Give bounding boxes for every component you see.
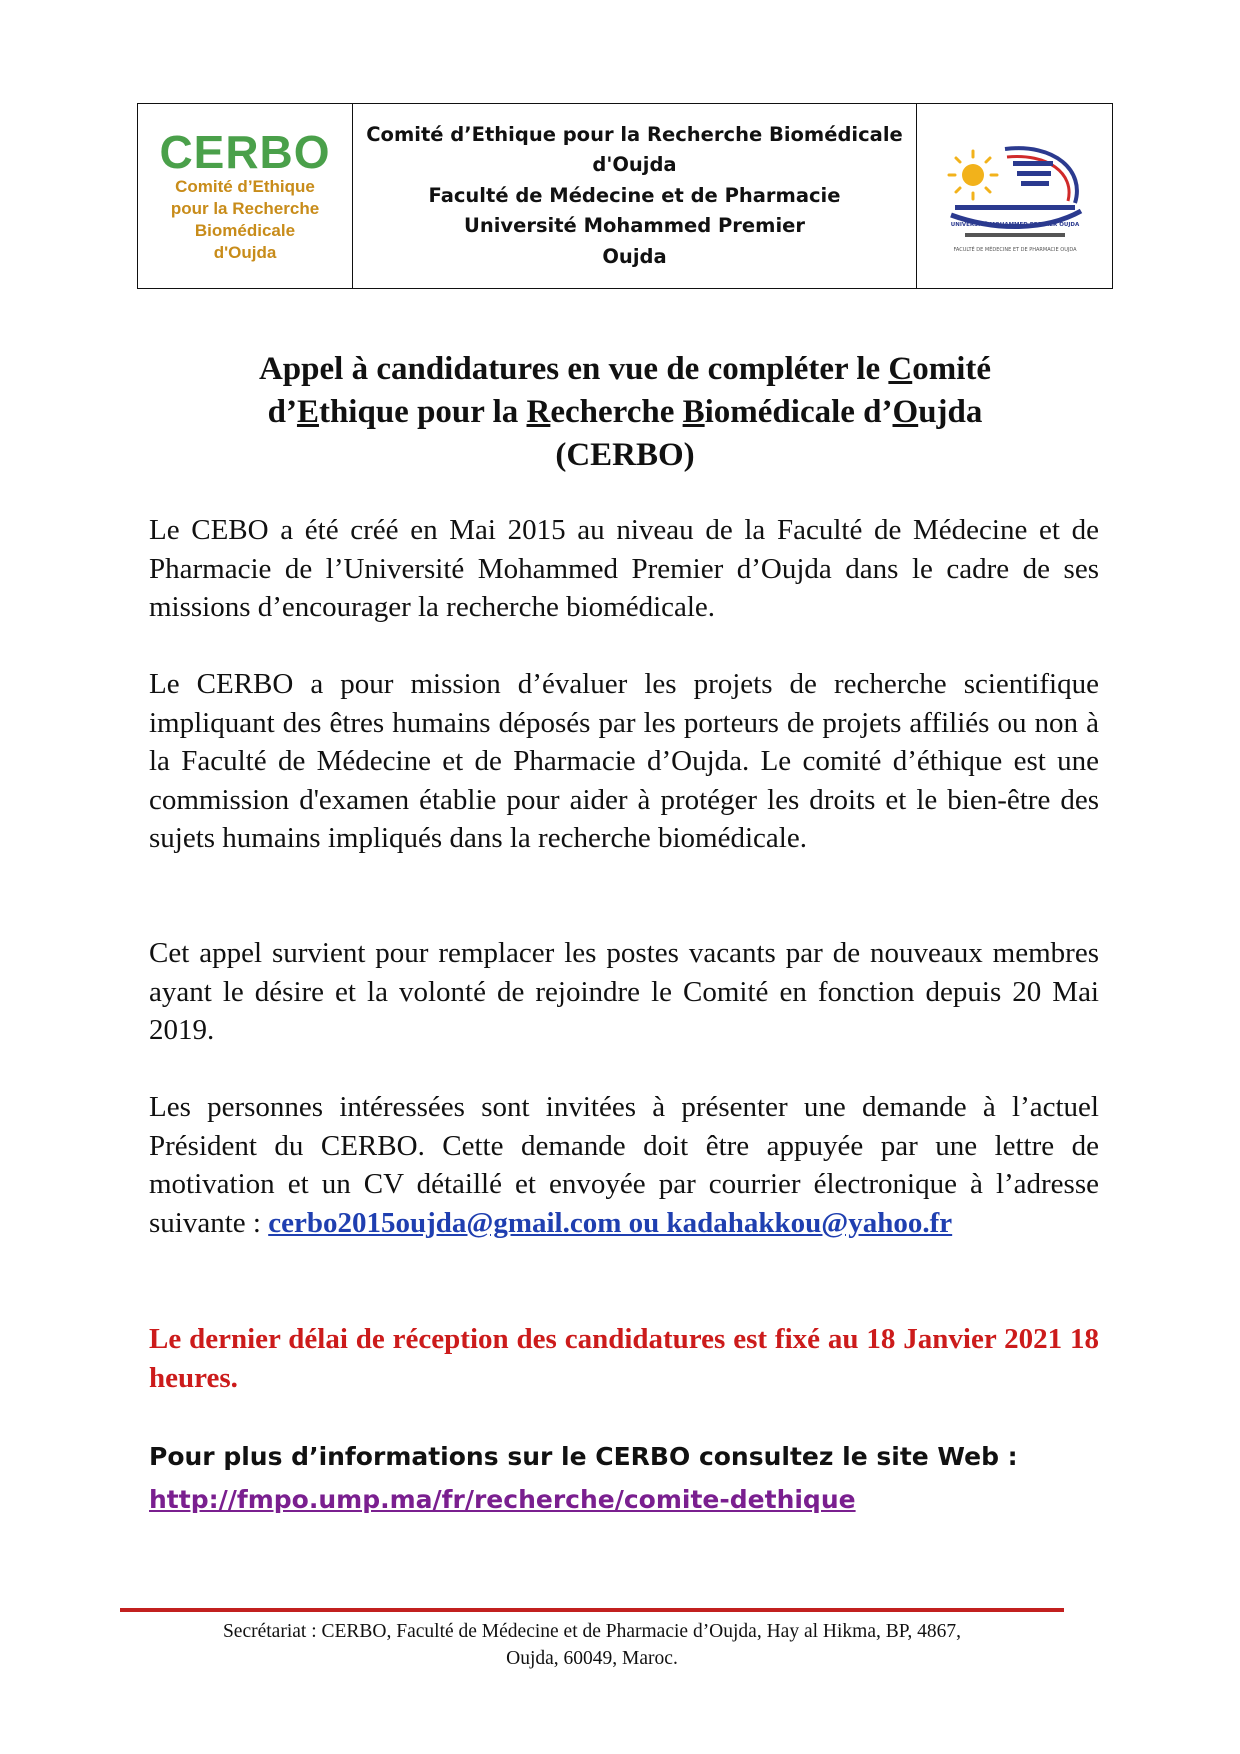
title-line-3: (CERBO) [555, 437, 695, 473]
website-link[interactable]: http://fmpo.ump.ma/fr/recherche/comite-dethique [149, 1485, 856, 1514]
footer-line: Oujda, 60049, Maroc. [506, 1648, 678, 1669]
info-line: Pour plus d’informations sur le CERBO consultez le site Web : [149, 1442, 1018, 1471]
website-link-row [149, 1480, 1129, 1520]
university-logo-cell [917, 104, 1112, 288]
paragraph-mission: Le CERBO a pour mission d’évaluer les projets de recherche scientifique impliquant des êtres humains déposés par les porteurs de projets affiliés ou non à la Faculté de Médecine et de Pharmacie d’Oujda. Le comité d’éthique est une commission d'examen établie pour aider à protéger les droits et le bien-être des sujets humains impliqués dans la recherche biomédicale. [149, 668, 1099, 854]
title-line-1: Appel à candidatures en vue de compléter le Comité [258, 351, 992, 387]
institution-line: Comité d’Ethique pour la Recherche Biomédicale [366, 122, 903, 146]
institution-cell [353, 104, 917, 288]
paragraph-creation: Le CEBO a été créé en Mai 2015 au niveau de la Faculté de Médecine et de Pharmacie de l’Université Mohammed Premier d’Oujda dans le cadre de ses missions d’encourager la recherche biomédicale. [149, 514, 1099, 623]
page-title [160, 348, 1090, 477]
university-logo [935, 131, 1095, 261]
cerbo-logo-subtitle [171, 176, 319, 264]
logo-sub-line: pour la Recherche [170, 199, 320, 218]
paragraph-application [149, 1088, 1099, 1242]
institution-line: d'Oujda [592, 153, 677, 177]
paragraph-call: Cet appel survient pour remplacer les postes vacants par de nouveaux membres ayant le désire et la volonté de rejoindre le Comité en fonction depuis 20 Mai 2019. [149, 937, 1099, 1046]
institution-line: Faculté de Médecine et de Pharmacie [428, 183, 841, 207]
footer-divider [120, 1608, 1064, 1612]
title-line-2: d’Ethique pour la Recherche Biomédicale d’Oujda [267, 394, 983, 430]
faculty-logo-caption: FACULTÉ DE MÉDECINE ET DE PHARMACIE OUJDA [952, 247, 1077, 253]
footer-address [120, 1618, 1064, 1672]
deadline-notice: Le dernier délai de réception des candidatures est fixé au 18 Janvier 2021 18 heures. [149, 1323, 1099, 1394]
sun-icon [949, 151, 997, 199]
footer-line: Secrétariat : CERBO, Faculté de Médecine et de Pharmacie d’Oujda, Hay al Hikma, BP, 4867, [222, 1621, 962, 1642]
logo-sub-line: Biomédicale [194, 221, 296, 240]
email-link[interactable]: cerbo2015oujda@gmail.com ou kadahakkou@yahoo.fr [268, 1206, 953, 1239]
university-logo-caption: UNIVERSITÉ MOHAMMED PREMIER OUJDA [950, 222, 1079, 228]
institution-line: Oujda [602, 244, 667, 268]
header-table [137, 103, 1113, 289]
cerbo-logo-cell [138, 104, 353, 288]
logo-sub-line: d'Oujda [213, 243, 277, 262]
institution-line: Université Mohammed Premier [463, 214, 805, 238]
cerbo-logo: CERBO [159, 126, 331, 178]
logo-sub-line: Comité d’Ethique [175, 177, 315, 196]
application-text: Les personnes intéressées sont invitées à présenter une demande à l’actuel Président du CERBO. Cette demande doit être appuyée par une lettre de motivation et un CV détaillé et envoyée par courrier électronique à l’adresse suivante : [149, 1091, 1099, 1239]
